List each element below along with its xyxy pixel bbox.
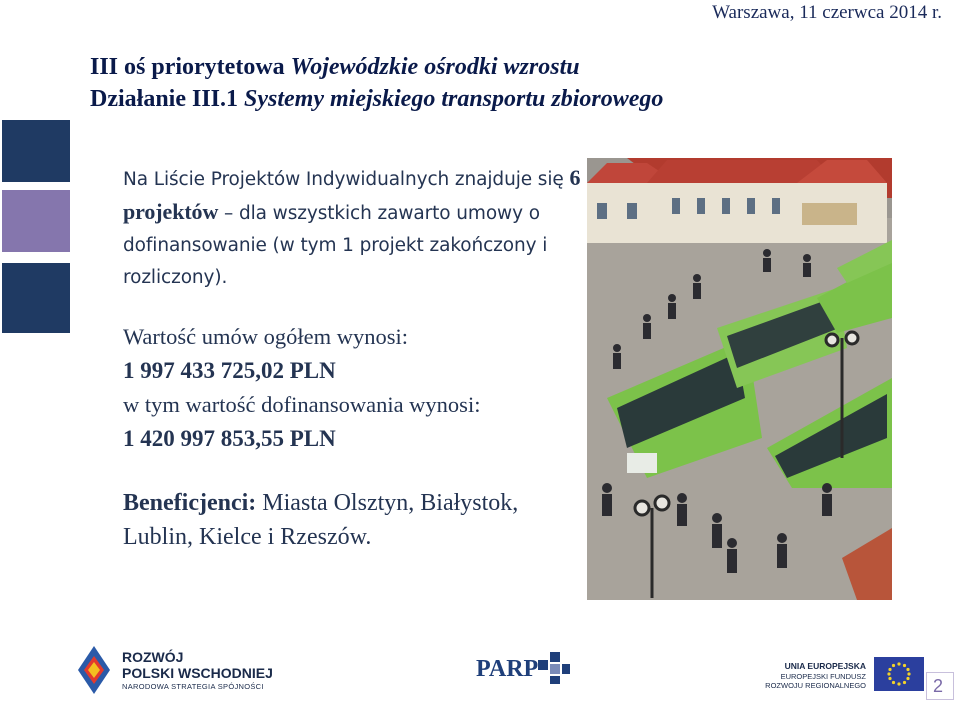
eu-line2: EUROPEJSKI FUNDUSZ: [780, 672, 866, 681]
projects-count: 6 projektów: [123, 165, 581, 224]
parp-mark-icon: [538, 652, 570, 684]
parp-wordmark: PARP: [476, 656, 539, 682]
projects-text-b: – dla wszystkich zawarto umowy o dofinansowanie (w tym 1 projekt zakończony i rozliczony).: [123, 203, 548, 288]
slide-title-line1: [90, 54, 580, 81]
beneficiaries-label: Beneficjenci:: [123, 490, 257, 516]
slide-title-line2: [90, 86, 663, 113]
rozwoj-polski-wschodniej-logo: [78, 646, 278, 696]
title-axis-name: Wojewódzkie ośrodki wzrostu: [290, 54, 580, 80]
rpw-line1: ROZWÓJ: [122, 649, 184, 665]
parp-logo: [476, 652, 576, 688]
eu-line1: UNIA EUROPEJSKA: [784, 661, 866, 671]
title-measure: Działanie III.1: [90, 86, 239, 112]
rpw-line2: POLSKI WSCHODNIEJ: [122, 665, 273, 681]
page-number: 2: [932, 676, 943, 696]
bus-square-photo: [587, 158, 892, 600]
cofinancing-amount: 1 420 997 853,55 PLN: [123, 426, 336, 451]
cofinancing-label: w tym wartość dofinansowania wynosi:: [123, 392, 481, 417]
beneficiaries-text: Miasta Olsztyn, Białystok, Lublin, Kielce i Rzeszów.: [123, 490, 519, 550]
decor-square-navy-bottom: [2, 263, 70, 333]
decor-square-violet: [2, 190, 70, 252]
eu-line3: ROZWOJU REGIONALNEGO: [765, 681, 866, 690]
rpw-emblem-icon: [78, 646, 110, 694]
eu-flag-icon: [874, 657, 924, 691]
rpw-line3: NARODOWA STRATEGIA SPÓJNOŚCI: [122, 682, 264, 691]
bus-photo-illustration: [587, 158, 892, 600]
total-value-label: Wartość umów ogółem wynosi:: [123, 324, 409, 349]
beneficiaries-paragraph: [123, 486, 593, 554]
eu-fund-logo: [765, 655, 928, 695]
decor-square-navy-top: [2, 120, 70, 182]
title-measure-name: Systemy miejskiego transportu zbiorowego: [244, 86, 664, 112]
slide-date: Warszawa, 11 czerwca 2014 r.: [712, 2, 942, 23]
projects-text-a: Na Liście Projektów Indywidualnych znajduje się: [123, 169, 570, 190]
title-axis: III oś priorytetowa: [90, 54, 285, 80]
total-value-amount: 1 997 433 725,02 PLN: [123, 358, 336, 383]
value-paragraph: [123, 320, 593, 456]
projects-paragraph: [123, 162, 593, 294]
